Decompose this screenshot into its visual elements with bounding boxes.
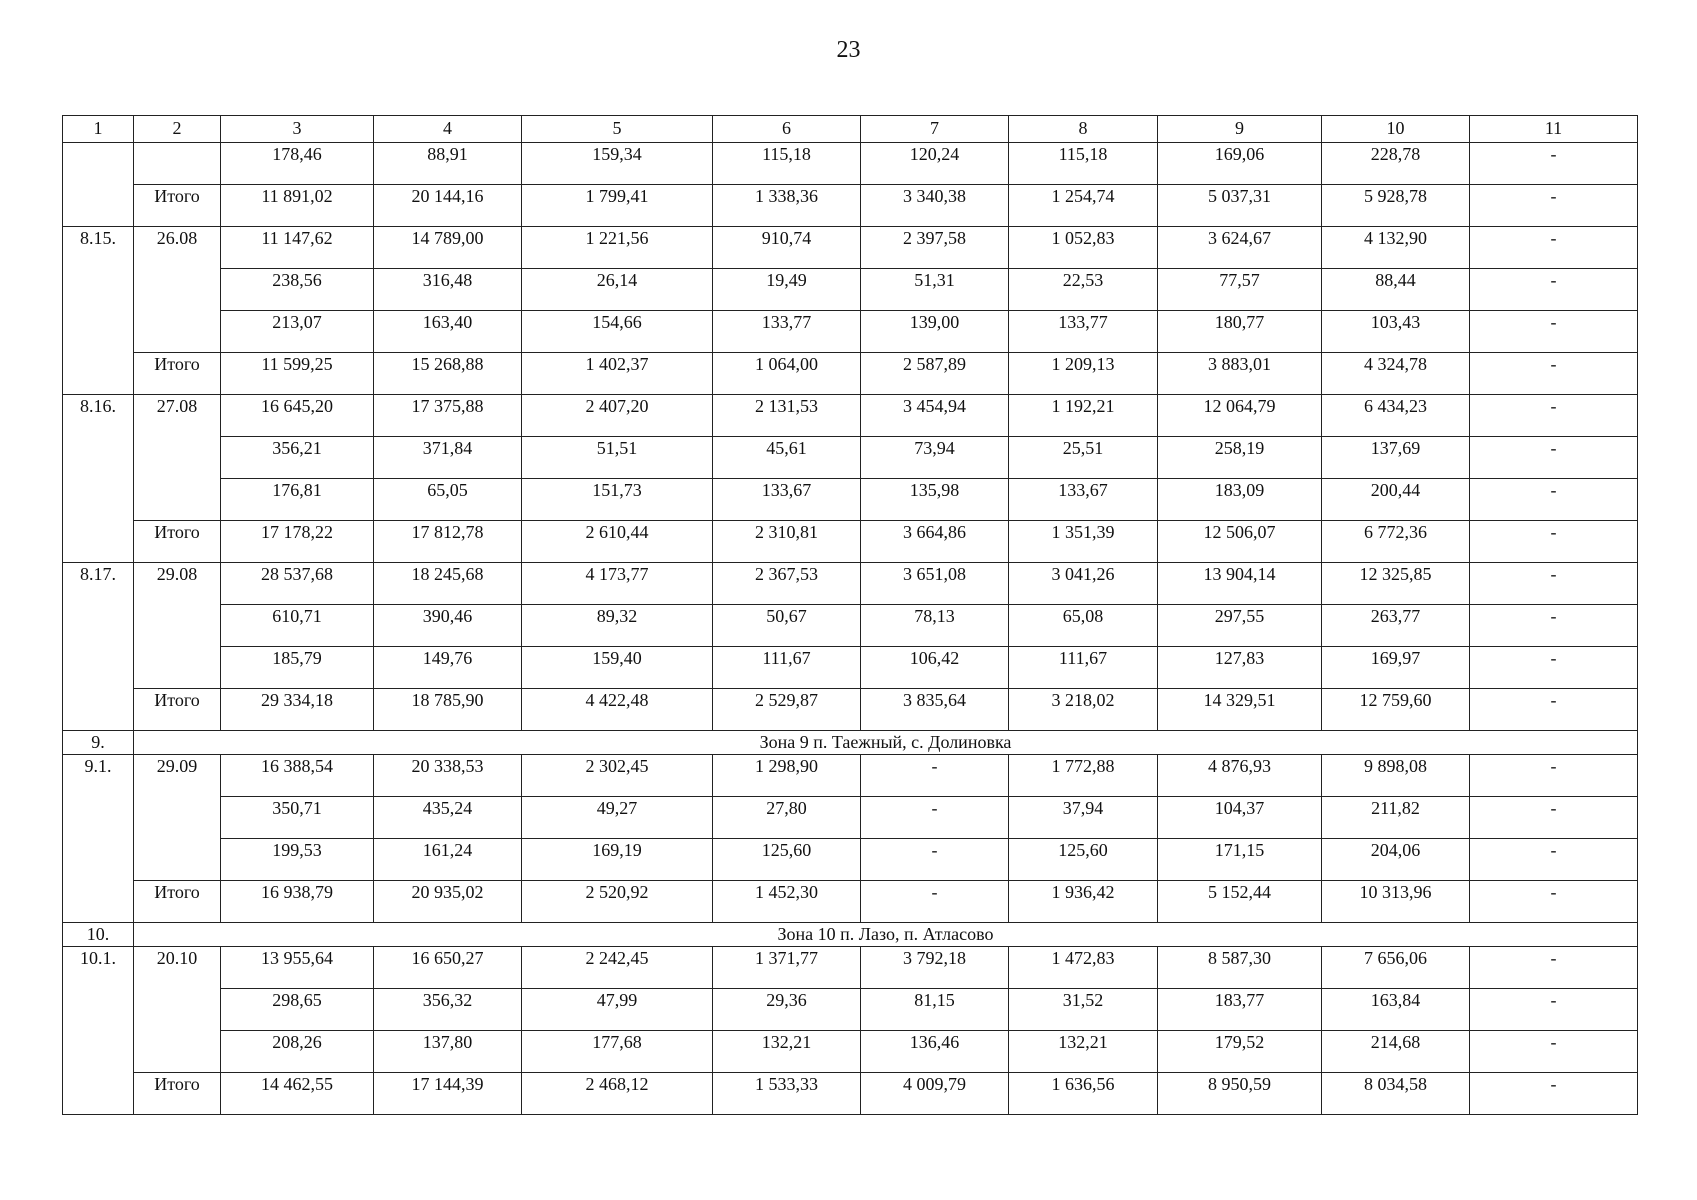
table-row (63, 479, 1638, 521)
table-row (63, 647, 1638, 689)
value-cell: 19,49 (713, 269, 861, 311)
value-cell: 185,79 (221, 647, 374, 689)
value-cell: 176,81 (221, 479, 374, 521)
value-cell: 258,19 (1158, 437, 1322, 479)
value-cell: 8 587,30 (1158, 947, 1322, 989)
value-cell: 133,67 (713, 479, 861, 521)
value-cell: 1 221,56 (522, 227, 713, 269)
value-cell: 120,24 (861, 143, 1009, 185)
value-cell: - (1470, 755, 1638, 797)
value-cell: 125,60 (1009, 839, 1158, 881)
column-header: 3 (221, 116, 374, 143)
value-cell: 213,07 (221, 311, 374, 353)
zone-number: 9. (63, 731, 134, 755)
value-cell: 178,46 (221, 143, 374, 185)
value-cell: 12 064,79 (1158, 395, 1322, 437)
value-cell: 180,77 (1158, 311, 1322, 353)
value-cell: 15 268,88 (374, 353, 522, 395)
table-row (63, 1031, 1638, 1073)
value-cell: 17 375,88 (374, 395, 522, 437)
item-date: 27.08 (134, 395, 221, 521)
value-cell: 298,65 (221, 989, 374, 1031)
value-cell: - (1470, 689, 1638, 731)
value-cell: 8 950,59 (1158, 1073, 1322, 1115)
value-cell: 16 938,79 (221, 881, 374, 923)
value-cell: 20 338,53 (374, 755, 522, 797)
value-cell: 350,71 (221, 797, 374, 839)
item-number: 8.16. (63, 395, 134, 563)
item-number: 8.15. (63, 227, 134, 395)
table-row (63, 839, 1638, 881)
column-header: 5 (522, 116, 713, 143)
total-label: Итого (134, 689, 221, 731)
total-label: Итого (134, 353, 221, 395)
value-cell: 65,05 (374, 479, 522, 521)
value-cell: - (861, 797, 1009, 839)
value-cell: - (1470, 563, 1638, 605)
value-cell: 125,60 (713, 839, 861, 881)
value-cell: 50,67 (713, 605, 861, 647)
value-cell: 1 799,41 (522, 185, 713, 227)
value-cell: - (1470, 989, 1638, 1031)
value-cell: 4 173,77 (522, 563, 713, 605)
value-cell: 1 371,77 (713, 947, 861, 989)
value-cell: 127,83 (1158, 647, 1322, 689)
value-cell: 22,53 (1009, 269, 1158, 311)
value-cell: 297,55 (1158, 605, 1322, 647)
total-label: Итого (134, 185, 221, 227)
zone-number: 10. (63, 923, 134, 947)
value-cell: 17 144,39 (374, 1073, 522, 1115)
value-cell: 2 310,81 (713, 521, 861, 563)
total-label: Итого (134, 1073, 221, 1115)
value-cell: - (1470, 1073, 1638, 1115)
value-cell: 3 340,38 (861, 185, 1009, 227)
value-cell: 2 242,45 (522, 947, 713, 989)
value-cell: 263,77 (1322, 605, 1470, 647)
value-cell: 88,91 (374, 143, 522, 185)
value-cell: 2 367,53 (713, 563, 861, 605)
value-cell: 136,46 (861, 1031, 1009, 1073)
column-header: 1 (63, 116, 134, 143)
value-cell: 3 041,26 (1009, 563, 1158, 605)
value-cell: 228,78 (1322, 143, 1470, 185)
value-cell: 183,09 (1158, 479, 1322, 521)
value-cell: 115,18 (713, 143, 861, 185)
zone-title: Зона 10 п. Лазо, п. Атласово (134, 923, 1638, 947)
value-cell: - (861, 755, 1009, 797)
value-cell: 14 789,00 (374, 227, 522, 269)
value-cell: 10 313,96 (1322, 881, 1470, 923)
value-cell: 159,34 (522, 143, 713, 185)
value-cell: 88,44 (1322, 269, 1470, 311)
value-cell: 29,36 (713, 989, 861, 1031)
value-cell: 3 792,18 (861, 947, 1009, 989)
value-cell: 159,40 (522, 647, 713, 689)
value-cell: 26,14 (522, 269, 713, 311)
value-cell: - (1470, 269, 1638, 311)
table-row (63, 395, 1638, 437)
value-cell: 20 935,02 (374, 881, 522, 923)
value-cell: 137,80 (374, 1031, 522, 1073)
table-row (63, 689, 1638, 731)
value-cell: - (1470, 479, 1638, 521)
value-cell: 14 462,55 (221, 1073, 374, 1115)
value-cell: 81,15 (861, 989, 1009, 1031)
value-cell: 13 904,14 (1158, 563, 1322, 605)
value-cell: 199,53 (221, 839, 374, 881)
value-cell: 1 209,13 (1009, 353, 1158, 395)
value-cell: 3 218,02 (1009, 689, 1158, 731)
table-row (63, 881, 1638, 923)
value-cell: 37,94 (1009, 797, 1158, 839)
value-cell: - (1470, 143, 1638, 185)
value-cell: 135,98 (861, 479, 1009, 521)
value-cell: 17 812,78 (374, 521, 522, 563)
value-cell: 11 599,25 (221, 353, 374, 395)
value-cell: 316,48 (374, 269, 522, 311)
value-cell: 1 254,74 (1009, 185, 1158, 227)
value-cell: 6 772,36 (1322, 521, 1470, 563)
value-cell: - (1470, 881, 1638, 923)
value-cell: 1 636,56 (1009, 1073, 1158, 1115)
value-cell: 103,43 (1322, 311, 1470, 353)
value-cell: - (1470, 353, 1638, 395)
value-cell: 171,15 (1158, 839, 1322, 881)
value-cell: 169,19 (522, 839, 713, 881)
value-cell: 1 052,83 (1009, 227, 1158, 269)
value-cell: 1 338,36 (713, 185, 861, 227)
value-cell: 390,46 (374, 605, 522, 647)
column-header: 2 (134, 116, 221, 143)
item-number (63, 143, 134, 227)
value-cell: 4 876,93 (1158, 755, 1322, 797)
value-cell: 9 898,08 (1322, 755, 1470, 797)
value-cell: 11 147,62 (221, 227, 374, 269)
value-cell: 51,31 (861, 269, 1009, 311)
value-cell: - (861, 839, 1009, 881)
value-cell: 3 835,64 (861, 689, 1009, 731)
table-row (63, 521, 1638, 563)
value-cell: 16 388,54 (221, 755, 374, 797)
value-cell: 204,06 (1322, 839, 1470, 881)
value-cell: 132,21 (713, 1031, 861, 1073)
value-cell: - (1470, 311, 1638, 353)
value-cell: - (1470, 227, 1638, 269)
value-cell: 214,68 (1322, 1031, 1470, 1073)
value-cell: 16 645,20 (221, 395, 374, 437)
value-cell: 177,68 (522, 1031, 713, 1073)
page-number: 23 (836, 37, 861, 63)
value-cell: 111,67 (1009, 647, 1158, 689)
value-cell: 89,32 (522, 605, 713, 647)
value-cell: 3 651,08 (861, 563, 1009, 605)
value-cell: 13 955,64 (221, 947, 374, 989)
value-cell: 12 759,60 (1322, 689, 1470, 731)
value-cell: 435,24 (374, 797, 522, 839)
column-header: 7 (861, 116, 1009, 143)
value-cell: 16 650,27 (374, 947, 522, 989)
column-header: 10 (1322, 116, 1470, 143)
value-cell: 169,97 (1322, 647, 1470, 689)
item-number: 8.17. (63, 563, 134, 731)
value-cell: - (1470, 395, 1638, 437)
value-cell: 910,74 (713, 227, 861, 269)
value-cell: 4 132,90 (1322, 227, 1470, 269)
table-body (63, 116, 1638, 1115)
value-cell: 1 772,88 (1009, 755, 1158, 797)
value-cell: 115,18 (1009, 143, 1158, 185)
table-row (63, 755, 1638, 797)
table-row (63, 1073, 1638, 1115)
table-row (63, 437, 1638, 479)
item-date: 29.08 (134, 563, 221, 689)
value-cell: 133,67 (1009, 479, 1158, 521)
zone-row (63, 731, 1638, 755)
value-cell: 183,77 (1158, 989, 1322, 1031)
value-cell: 104,37 (1158, 797, 1322, 839)
value-cell: 18 245,68 (374, 563, 522, 605)
value-cell: 5 152,44 (1158, 881, 1322, 923)
column-header: 9 (1158, 116, 1322, 143)
zone-title: Зона 9 п. Таежный, с. Долиновка (134, 731, 1638, 755)
value-cell: 151,73 (522, 479, 713, 521)
total-label: Итого (134, 881, 221, 923)
value-cell: 2 529,87 (713, 689, 861, 731)
value-cell: 106,42 (861, 647, 1009, 689)
table-row (63, 797, 1638, 839)
value-cell: 51,51 (522, 437, 713, 479)
table-row (63, 989, 1638, 1031)
value-cell: 77,57 (1158, 269, 1322, 311)
value-cell: 20 144,16 (374, 185, 522, 227)
table-row (63, 143, 1638, 185)
value-cell: 163,40 (374, 311, 522, 353)
value-cell: 7 656,06 (1322, 947, 1470, 989)
value-cell: 28 537,68 (221, 563, 374, 605)
value-cell: 610,71 (221, 605, 374, 647)
value-cell: 47,99 (522, 989, 713, 1031)
value-cell: - (1470, 521, 1638, 563)
value-cell: 356,32 (374, 989, 522, 1031)
table-row (63, 269, 1638, 311)
value-cell: 200,44 (1322, 479, 1470, 521)
value-cell: 5 928,78 (1322, 185, 1470, 227)
value-cell: 31,52 (1009, 989, 1158, 1031)
value-cell: 1 402,37 (522, 353, 713, 395)
value-cell: 73,94 (861, 437, 1009, 479)
value-cell: 3 624,67 (1158, 227, 1322, 269)
value-cell: 2 397,58 (861, 227, 1009, 269)
header-row (63, 116, 1638, 143)
value-cell: - (1470, 647, 1638, 689)
value-cell: - (1470, 947, 1638, 989)
value-cell: 2 302,45 (522, 755, 713, 797)
value-cell: 45,61 (713, 437, 861, 479)
table-row (63, 947, 1638, 989)
value-cell: 65,08 (1009, 605, 1158, 647)
item-number: 10.1. (63, 947, 134, 1115)
value-cell: 29 334,18 (221, 689, 374, 731)
value-cell: 27,80 (713, 797, 861, 839)
value-cell: 371,84 (374, 437, 522, 479)
value-cell: 1 351,39 (1009, 521, 1158, 563)
value-cell: 2 520,92 (522, 881, 713, 923)
value-cell: 11 891,02 (221, 185, 374, 227)
data-table (62, 115, 1638, 1115)
value-cell: 179,52 (1158, 1031, 1322, 1073)
value-cell: 4 324,78 (1322, 353, 1470, 395)
value-cell: 161,24 (374, 839, 522, 881)
value-cell: 49,27 (522, 797, 713, 839)
item-date: 29.09 (134, 755, 221, 881)
value-cell: - (1470, 605, 1638, 647)
table-row (63, 563, 1638, 605)
value-cell: 356,21 (221, 437, 374, 479)
total-label: Итого (134, 521, 221, 563)
value-cell: 17 178,22 (221, 521, 374, 563)
value-cell: 211,82 (1322, 797, 1470, 839)
value-cell: 3 883,01 (1158, 353, 1322, 395)
value-cell: 8 034,58 (1322, 1073, 1470, 1115)
column-header: 8 (1009, 116, 1158, 143)
value-cell: 149,76 (374, 647, 522, 689)
value-cell: - (1470, 839, 1638, 881)
item-number: 9.1. (63, 755, 134, 923)
value-cell: 1 192,21 (1009, 395, 1158, 437)
value-cell: 1 064,00 (713, 353, 861, 395)
value-cell: 3 664,86 (861, 521, 1009, 563)
zone-row (63, 923, 1638, 947)
value-cell: 2 610,44 (522, 521, 713, 563)
value-cell: 5 037,31 (1158, 185, 1322, 227)
value-cell: 1 452,30 (713, 881, 861, 923)
value-cell: - (1470, 797, 1638, 839)
value-cell: 238,56 (221, 269, 374, 311)
value-cell: 1 533,33 (713, 1073, 861, 1115)
value-cell: 4 009,79 (861, 1073, 1009, 1115)
value-cell: 111,67 (713, 647, 861, 689)
value-cell: 208,26 (221, 1031, 374, 1073)
value-cell: 1 472,83 (1009, 947, 1158, 989)
item-date (134, 143, 221, 185)
table-row (63, 311, 1638, 353)
value-cell: 78,13 (861, 605, 1009, 647)
value-cell: 133,77 (1009, 311, 1158, 353)
value-cell: 137,69 (1322, 437, 1470, 479)
value-cell: - (861, 881, 1009, 923)
column-header: 6 (713, 116, 861, 143)
value-cell: 1 936,42 (1009, 881, 1158, 923)
value-cell: 1 298,90 (713, 755, 861, 797)
column-header: 11 (1470, 116, 1638, 143)
value-cell: 4 422,48 (522, 689, 713, 731)
value-cell: 25,51 (1009, 437, 1158, 479)
table-row (63, 227, 1638, 269)
value-cell: 169,06 (1158, 143, 1322, 185)
value-cell: - (1470, 185, 1638, 227)
column-header: 4 (374, 116, 522, 143)
value-cell: 133,77 (713, 311, 861, 353)
item-date: 20.10 (134, 947, 221, 1073)
value-cell: 132,21 (1009, 1031, 1158, 1073)
value-cell: 3 454,94 (861, 395, 1009, 437)
value-cell: 2 131,53 (713, 395, 861, 437)
table-row (63, 185, 1638, 227)
value-cell: - (1470, 437, 1638, 479)
value-cell: 12 325,85 (1322, 563, 1470, 605)
table-row (63, 605, 1638, 647)
value-cell: 163,84 (1322, 989, 1470, 1031)
table-row (63, 353, 1638, 395)
value-cell: 139,00 (861, 311, 1009, 353)
value-cell: 12 506,07 (1158, 521, 1322, 563)
item-date: 26.08 (134, 227, 221, 353)
value-cell: 14 329,51 (1158, 689, 1322, 731)
value-cell: 6 434,23 (1322, 395, 1470, 437)
value-cell: 18 785,90 (374, 689, 522, 731)
value-cell: 2 407,20 (522, 395, 713, 437)
value-cell: - (1470, 1031, 1638, 1073)
value-cell: 2 468,12 (522, 1073, 713, 1115)
value-cell: 2 587,89 (861, 353, 1009, 395)
value-cell: 154,66 (522, 311, 713, 353)
